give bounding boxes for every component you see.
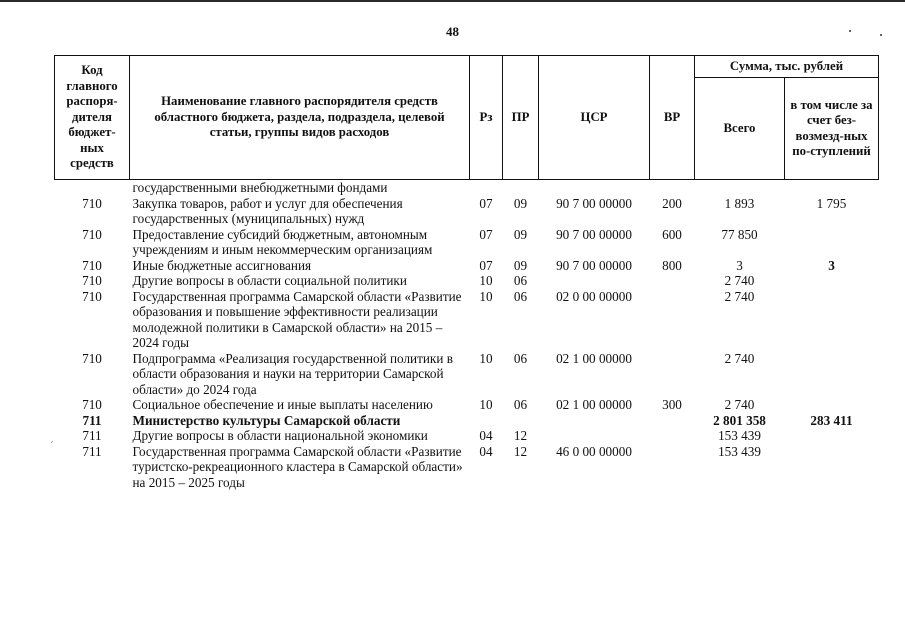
cell-rz: 10 bbox=[479, 397, 493, 412]
cell-total bbox=[695, 180, 785, 196]
page-number: 48 bbox=[446, 24, 459, 39]
cell-free: 3 bbox=[828, 257, 835, 273]
cell-csr: 46 0 00 00000 bbox=[556, 443, 632, 459]
cell-code: 710 bbox=[82, 397, 102, 412]
table-row bbox=[55, 428, 879, 444]
cell-pr: 12 bbox=[513, 428, 528, 443]
cell-csr: 90 7 00 00000 bbox=[556, 257, 632, 273]
cell-name: Иные бюджетные ассигнования bbox=[132, 257, 312, 273]
cell-free bbox=[785, 397, 879, 413]
cell-csr bbox=[539, 180, 650, 196]
cell-csr: 90 7 00 00000 bbox=[556, 195, 632, 211]
cell-pr: 09 bbox=[513, 226, 528, 242]
table-body bbox=[55, 180, 879, 491]
cell-free bbox=[785, 273, 879, 289]
header-pr: ПР bbox=[503, 56, 539, 180]
cell-pr: 06 bbox=[513, 273, 528, 288]
table-row bbox=[55, 351, 879, 398]
cell-free bbox=[785, 428, 879, 444]
cell-rz: 10 bbox=[479, 288, 493, 304]
cell-rz: 10 bbox=[479, 273, 493, 288]
cell-csr: 02 1 00 00000 bbox=[556, 350, 632, 366]
cell-vr bbox=[650, 180, 695, 196]
cell-rz: 04 bbox=[479, 428, 493, 443]
cell-vr: 800 bbox=[662, 257, 682, 273]
table-row bbox=[55, 227, 879, 258]
cell-pr: 06 bbox=[513, 350, 528, 366]
cell-vr: 300 bbox=[662, 397, 682, 412]
cell-vr bbox=[650, 428, 695, 444]
header-vr: ВР bbox=[650, 56, 695, 180]
cell-code: 711 bbox=[82, 428, 102, 443]
cell-csr bbox=[539, 428, 650, 444]
header-code: Код главного распоря-дителя бюджет-ных средств bbox=[55, 56, 130, 180]
cell-vr bbox=[650, 444, 695, 491]
cell-csr bbox=[539, 413, 650, 429]
header-name: Наименование главного распорядителя средств областного бюджета, раздела, подраздела, целевой статьи, группы видов расходов bbox=[130, 56, 470, 180]
cell-vr bbox=[650, 273, 695, 289]
cell-code: 710 bbox=[82, 226, 102, 242]
cell-code: 711 bbox=[82, 443, 102, 459]
cell-rz bbox=[470, 413, 503, 429]
cell-vr bbox=[650, 289, 695, 351]
page-top-edge bbox=[0, 0, 905, 2]
cell-vr bbox=[650, 351, 695, 398]
cell-code: 710 bbox=[82, 288, 102, 304]
cell-pr bbox=[503, 413, 539, 429]
cell-csr: 02 0 00 00000 bbox=[556, 288, 632, 304]
cell-free: 283 411 bbox=[810, 412, 853, 428]
cell-rz: 07 bbox=[479, 226, 493, 242]
cell-code: 710 bbox=[82, 257, 102, 273]
table-row bbox=[55, 258, 879, 274]
cell-csr: 90 7 00 00000 bbox=[556, 226, 632, 242]
cell-rz: 07 bbox=[479, 195, 493, 211]
cell-total: 2 740 bbox=[724, 397, 755, 412]
cell-name: Другие вопросы в области социальной политики bbox=[132, 273, 407, 288]
table-row bbox=[55, 397, 879, 413]
cell-code: 711 bbox=[82, 412, 102, 428]
cell-rz bbox=[470, 180, 503, 196]
cell-vr: 600 bbox=[662, 226, 682, 242]
cell-pr: 09 bbox=[513, 257, 528, 273]
cell-free bbox=[785, 180, 879, 196]
cell-code: 710 bbox=[82, 273, 102, 288]
cell-total: 2 740 bbox=[724, 273, 755, 288]
header-total: Всего bbox=[695, 78, 785, 180]
cell-pr: 06 bbox=[513, 397, 528, 412]
cell-total: 77 850 bbox=[721, 226, 758, 242]
cell-free: 1 795 bbox=[816, 195, 847, 211]
cell-free bbox=[785, 227, 879, 258]
header-rz: Рз bbox=[470, 56, 503, 180]
cell-name: Государственная программа Самарской области «Развитие образования и повышение эффективности реализации молодежной политики в Самарской области» на 2015 – 2024 годы bbox=[132, 288, 462, 350]
cell-total: 153 439 bbox=[718, 428, 761, 443]
cell-name: Министерство культуры Самарской области bbox=[132, 412, 401, 428]
cell-free bbox=[785, 289, 879, 351]
cell-pr: 09 bbox=[513, 195, 528, 211]
table-row bbox=[55, 444, 879, 491]
cell-name: Закупка товаров, работ и услуг для обеспечения государственных (муниципальных) нужд bbox=[132, 195, 403, 226]
cell-pr: 06 bbox=[513, 288, 528, 304]
scan-mark: ´ bbox=[50, 440, 54, 452]
table-row bbox=[55, 413, 879, 429]
cell-name: Социальное обеспечение и иные выплаты населению bbox=[132, 397, 433, 412]
cell-code: 710 bbox=[82, 195, 102, 211]
header-csr: ЦСР bbox=[539, 56, 650, 180]
cell-pr bbox=[503, 180, 539, 196]
cell-code bbox=[55, 180, 130, 196]
header-sum: Сумма, тыс. рублей bbox=[695, 56, 879, 78]
cell-free bbox=[785, 351, 879, 398]
cell-name: Предоставление субсидий бюджетным, автономным учреждениям и иным некоммерческим организациям bbox=[132, 226, 433, 257]
cell-rz: 10 bbox=[479, 350, 493, 366]
cell-vr bbox=[650, 413, 695, 429]
cell-name: государственными внебюджетными фондами bbox=[132, 180, 388, 195]
cell-total: 2 740 bbox=[724, 288, 755, 304]
cell-pr: 12 bbox=[513, 443, 528, 459]
table-row bbox=[55, 196, 879, 227]
cell-name: Государственная программа Самарской области «Развитие туристско-рекреационного кластера в Самарской области» на 2015 – 2025 годы bbox=[132, 443, 463, 490]
cell-free bbox=[785, 444, 879, 491]
cell-total: 2 740 bbox=[724, 350, 755, 366]
budget-table bbox=[54, 55, 879, 490]
cell-total: 153 439 bbox=[718, 443, 761, 459]
table-row bbox=[55, 273, 879, 289]
cell-csr bbox=[539, 273, 650, 289]
cell-name: Подпрограмма «Реализация государственной политики в области образования и науки на территории Самарской области» до 2024 года bbox=[132, 350, 453, 397]
table-row bbox=[55, 180, 879, 196]
header-free: в том числе за счет без-возмезд-ных по-ступлений bbox=[785, 78, 879, 180]
cell-rz: 04 bbox=[479, 443, 493, 459]
table-row bbox=[55, 289, 879, 351]
cell-total: 2 801 358 bbox=[713, 412, 766, 428]
cell-code: 710 bbox=[82, 350, 102, 366]
cell-vr: 200 bbox=[662, 195, 682, 211]
cell-total: 3 bbox=[736, 257, 743, 273]
cell-rz: 07 bbox=[479, 257, 493, 273]
cell-total: 1 893 bbox=[724, 195, 755, 211]
cell-csr: 02 1 00 00000 bbox=[556, 397, 632, 412]
cell-name: Другие вопросы в области национальной экономики bbox=[132, 428, 428, 443]
